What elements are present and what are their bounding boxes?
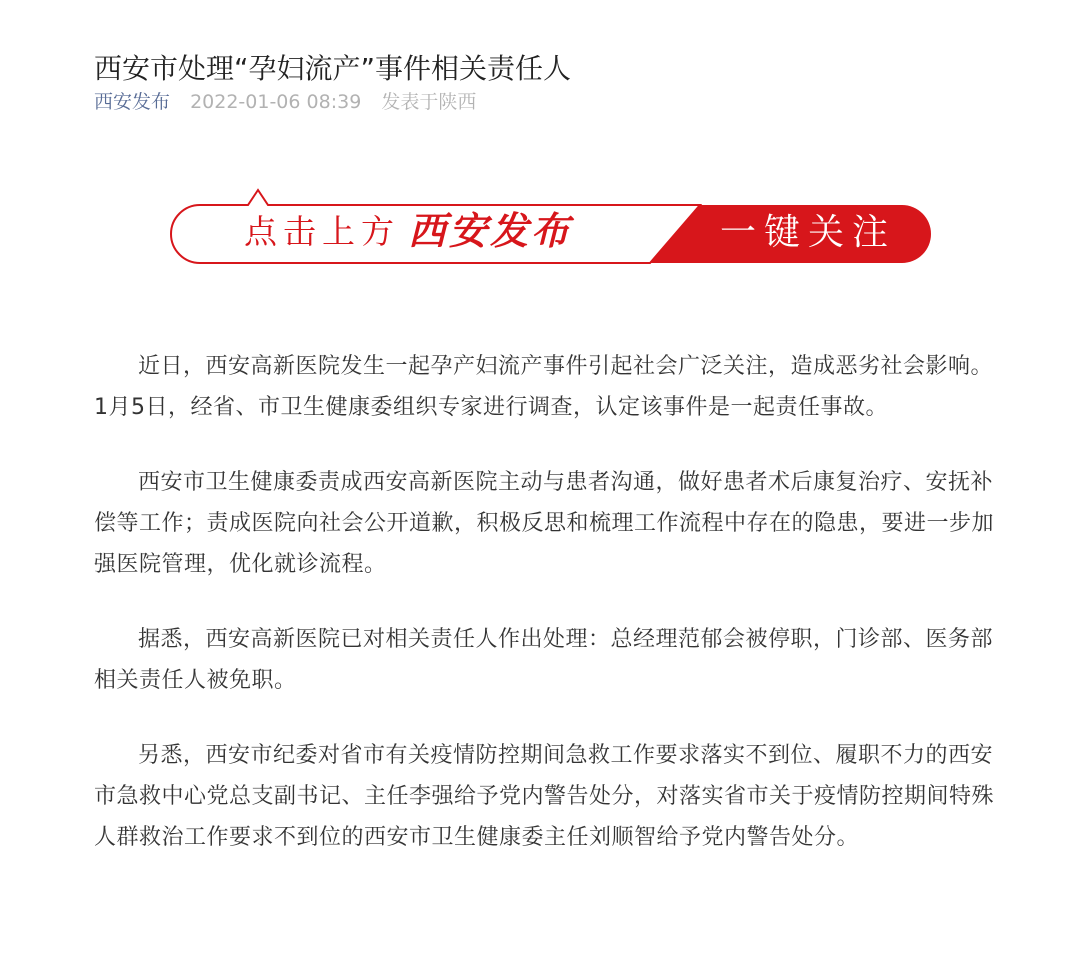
account-name-link[interactable]: 西安发布 [94, 91, 171, 113]
banner-prefix-text: 点击上方 [244, 212, 400, 251]
banner-account-text: 西安发布 [408, 209, 573, 253]
paragraph: 另悉，西安市纪委对省市有关疫情防控期间急救工作要求落实不到位、履职不力的西安市急救中心党总支副书记、主任李强给予党内警告处分，对落实省市关于疫情防控期间特殊人群救治工作要求不到位的西安市卫生健康委主任刘顺智给予党内警告处分。 [94, 743, 995, 850]
publish-time: 2022-01-06 08:39 [190, 91, 362, 113]
article-title: 西安市处理“孕妇流产”事件相关责任人 [94, 51, 572, 85]
paragraph: 据悉，西安高新医院已对相关责任人作出处理：总经理范郁会被停职，门诊部、医务部相关责任人被免职。 [94, 627, 994, 693]
article-meta [94, 88, 476, 116]
article-body [94, 346, 1004, 892]
paragraph: 西安市卫生健康委责成西安高新医院主动与患者沟通，做好患者术后康复治疗、安抚补偿等工作；责成医院向社会公开道歉，积极反思和梳理工作流程中存在的隐患，要进一步加强医院管理，优化就诊流程。 [94, 470, 995, 577]
follow-banner[interactable] [160, 188, 940, 268]
follow-button-text[interactable]: 一键关注 [720, 212, 897, 253]
paragraph: 近日，西安高新医院发生一起孕产妇流产事件引起社会广泛关注，造成恶劣社会影响。1月5日，经省、市卫生健康委组织专家进行调查，认定该事件是一起责任事故。 [94, 354, 994, 420]
publish-location: 发表于陕西 [381, 91, 477, 113]
